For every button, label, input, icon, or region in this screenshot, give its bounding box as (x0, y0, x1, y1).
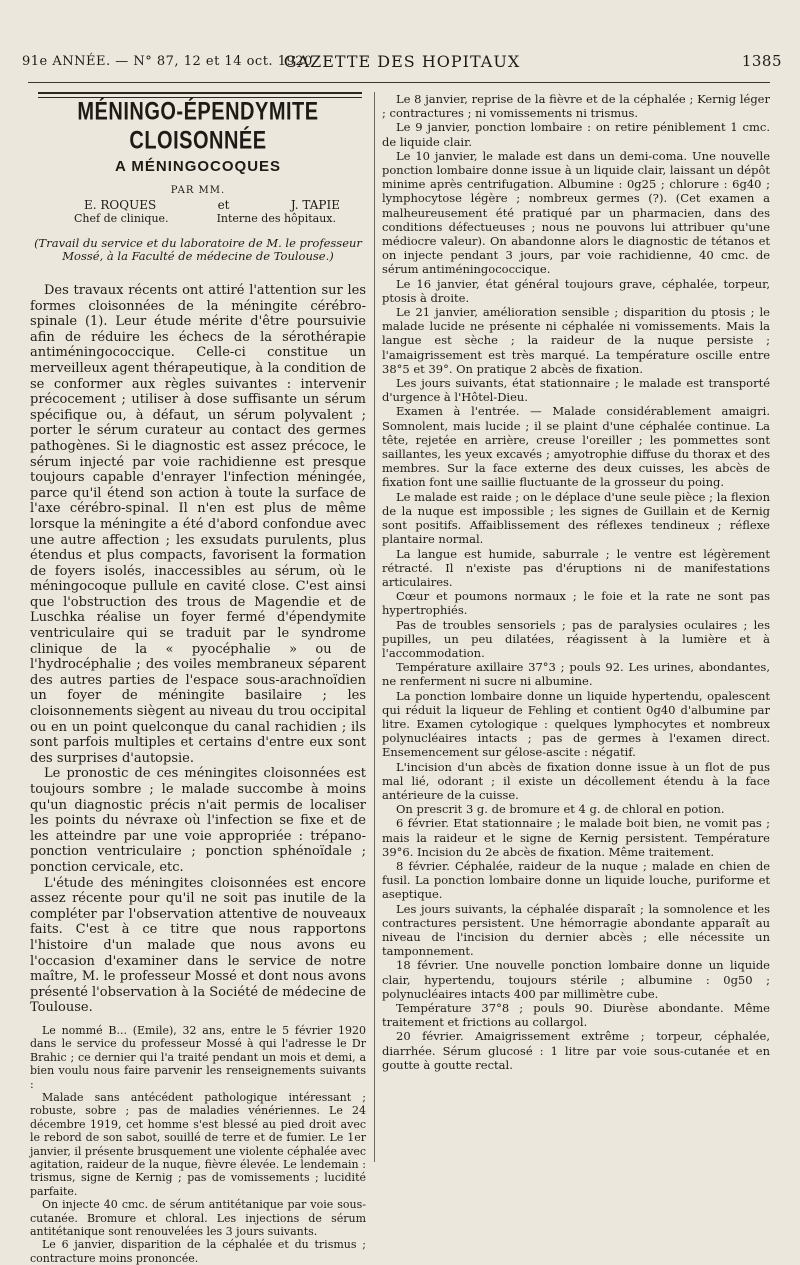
article-title: MÉNINGO-ÉPENDYMITE CLOISONNÉE (77, 98, 319, 155)
case-paragraph: La langue est humide, saburrale ; le ventre est légèrement rétracté. Il n'existe pas d'éruptions ni de manifestations articulaires. (382, 546, 770, 589)
case-paragraph: Le 21 janvier, amélioration sensible ; disparition du ptosis ; le malade lucide ne présente ni céphalée ni vomissements. Mais la langue est sèche ; la raideur de la nuque persiste ; l'amaigrissement est très marqué. La température oscille entre 38°5 et 39°. On pratique 2 abcès de fixation. (382, 305, 770, 376)
case-paragraph: Le 8 janvier, reprise de la fièvre et de la céphalée ; Kernig léger ; contractures ; ni vomissements ni trismus. (382, 92, 770, 121)
case-paragraph: L'incision d'un abcès de fixation donne issue à un flot de pus mal lié, odorant ; il existe un décollement étendu à la face antérieure de la cuisse. (382, 759, 770, 802)
case-paragraph: 18 février. Une nouvelle ponction lombaire donne un liquide clair, hypertendu, toujours stérile ; albumine : 0g50 ; polynucléaires intacts 400 par millimètre cube. (382, 958, 770, 1001)
case-paragraph: La ponction lombaire donne un liquide hypertendu, opalescent qui réduit la liqueur de Fehling et contient 0g40 d'albumine par litre. Examen cytologique : quelques lymphocytes et nombreux polynucléaires intacts ; pas de germes à l'examen direct. Ensemencement sur gélose-ascite : négatif. (382, 688, 770, 760)
author-roques: E. ROQUES (84, 198, 157, 212)
case-paragraph: Température 37°8 ; pouls 90. Diurèse abondante. Même traitement et frictions au collargol. (382, 1001, 770, 1030)
running-header (22, 50, 782, 76)
case-paragraph: 20 février. Amaigrissement extrême ; torpeur, céphalée, diarrhée. Sérum glucosé : 1 litre par voie sous-cutanée et en goutte à goutte rectal. (382, 1029, 770, 1072)
case-paragraph: Température axillaire 37°3 ; pouls 92. Les urines, abondantes, ne renferment ni sucre ni albumine. (382, 660, 770, 689)
header-rule (28, 82, 770, 83)
byline-par: PAR MM. (170, 185, 226, 196)
left-column (30, 92, 366, 1265)
case-paragraph: Pas de troubles sensoriels ; pas de paralysies oculaires ; les pupilles, un peu dilatées, réagissent à la lumière et à l'accommodation. (382, 617, 770, 660)
case-paragraph: Cœur et poumons normaux ; le foie et la rate ne sont pas hypertrophiés. (382, 589, 770, 618)
case-paragraph: Le nommé B... (Emile), 32 ans, entre le 5 février 1920 dans le service du professeur Mossé à qui l'adresse le Dr Brahic ; ce dernier qui l'a traité pendant un mois et demi, a bien voulu nous faire parvenir les renseignements suivants : (30, 1023, 366, 1091)
role-roques: Chef de clinique. (74, 212, 169, 225)
case-paragraph: Malade sans antécédent pathologique intéressant ; robuste, sobre ; pas de maladies vénériennes. Le 24 décembre 1919, cet homme s'est blessé au pied droit avec le rebord de son sabot, souillé de terre et de fumier. Le 1er janvier, il présente brusquement une violente céphalée avec agitation, raideur de la nuque, fièvre élevée. Le lendemain : trismus, signe de Kernig ; pas de vomissements ; lucidité parfaite. (30, 1090, 366, 1198)
right-column (382, 92, 770, 1072)
case-paragraph: Le 16 janvier, état général toujours grave, céphalée, torpeur, ptosis à droite. (382, 276, 770, 305)
paragraph: Des travaux récents ont attiré l'attention sur les formes cloisonnées de la méningite cérébro-spinale (1). Leur étude mérite d'être poursuivie afin de réduire les échecs de la sérothérapie antiméningococcique. Celle-ci constitue un merveilleux agent thérapeutique, à la condition de se conformer aux règles suivantes : intervenir précocement ; utiliser à dose suffisante un sérum spécifique ou, à défaut, un sérum polyvalent ; porter le sérum curateur au contact des germes pathogènes. Si le diagnostic est assez précoce, le sérum injecté par voie rachidienne est presque toujours capable d'enrayer l'infection méningée, parce qu'il étend son action à toute la surface de l'axe cérébro-spinal. Il n'en est plus de même lorsque la méningite a été d'abord confondue avec une autre affection ; les exsudats purulents, plus étendus et plus compacts, favorisent la formation de foyers isolés, inaccessibles au sérum, où le méningocoque pullule en cavité close. C'est ainsi que l'obstruction des trous de Magendie et de Luschka réalise un foyer fermé d'épendymite ventriculaire qui se traduit par le syndrome clinique de la « pyocéphalie » ou de l'hydrocéphalie ; des voiles membraneux séparent des autres parties de l'espace sous-arachnoïdien un foyer de méningite basilaire ; les cloisonnements siègent au niveau du trou occipital ou en un point quelconque du canal rachidien ; ils sont parfois multiples et certains d'entre eux sont des surprises d'autopsie. (30, 283, 366, 766)
case-paragraph: Les jours suivants, la céphalée disparaît ; la somnolence et les contractures persistent. Une hémorragie abondante apparaît au niveau de l'incision du dernier abcès ; elle nécessite un tamponnement. (382, 901, 770, 959)
article-subtitle: A MÉNINGOCOQUES (114, 158, 282, 175)
authors (30, 198, 366, 212)
page-number: 1385 (741, 52, 782, 70)
column-divider (374, 92, 375, 1162)
case-paragraph: 6 février. Etat stationnaire ; le malade boit bien, ne vomit pas ; mais la raideur et le signe de Kernig persistent. Température 39°6. Incision du 2e abcès de fixation. Même traitement. (382, 816, 770, 859)
case-paragraph: 8 février. Céphalée, raideur de la nuque ; malade en chien de fusil. La ponction lombaire donne un liquide louche, puriforme et aseptique. (382, 858, 770, 902)
case-paragraph: Examen à l'entrée. — Malade considérablement amaigri. Somnolent, mais lucide ; il se plaint d'une céphalée continue. La tête, rejetée en arrière, creuse l'oreiller ; les pommettes sont saillantes, les yeux excavés ; amyotrophie diffuse du thorax et des membres. Sur la face externe des deux cuisses, les abcès de fixation font une saillie fluctuante de la grosseur du poing. (382, 404, 770, 490)
case-paragraph: Le 10 janvier, le malade est dans un demi-coma. Une nouvelle ponction lombaire donne issue à un liquide clair, laissant un dépôt minime après centrifugation. Albumine : 0g25 ; chlorure : 6g40 ; lymphocytose légère ; nombreux germes (?). (Cet examen a malheureusement été pratiqué par un pharmacien, dans des conditions défectueuses ; nous ne pouvons lui attribuer qu'une médiocre valeur). On abandonne alors le diagnostic de tétanos et on injecte pendant 3 jours, par voie rachidienne, 40 cmc. de sérum antiméningococcique. (382, 148, 770, 277)
author-tapie: J. TAPIE (290, 198, 340, 212)
case-report-right (382, 92, 770, 1072)
case-paragraph: Les jours suivants, état stationnaire ; le malade est transporté d'urgence à l'Hôtel-Dieu. (382, 376, 770, 405)
case-paragraph: Le malade est raide ; on le déplace d'une seule pièce ; la flexion de la nuque est impossible ; les signes de Guillain et de Kernig sont positifs. Affaiblissement des réflexes tendineux ; réflexe plantaire normal. (382, 489, 770, 547)
case-paragraph: Le 9 janvier, ponction lombaire : on retire péniblement 1 cmc. de liquide clair. (382, 120, 770, 149)
case-report-left (30, 1024, 366, 1265)
case-paragraph: On prescrit 3 g. de bromure et 4 g. de chloral en potion. (396, 802, 725, 817)
role-tapie: Interne des hôpitaux. (216, 212, 336, 225)
article-body-left (30, 283, 366, 1016)
paragraph: L'étude des méningites cloisonnées est encore assez récente pour qu'il ne soit pas inutile de la compléter par l'observation attentive de nouveaux faits. C'est à ce titre que nous rapportons l'histoire d'un malade que nous avons eu l'occasion d'examiner dans le service de notre maître, M. le professeur Mossé et dont nous avons présenté l'observation à la Société de médecine de Toulouse. (30, 875, 366, 1016)
author-and: et (217, 198, 230, 212)
journal-title: GAZETTE DES HOPITAUX (283, 52, 521, 71)
title-rule-top (38, 92, 362, 94)
case-paragraph: Le 6 janvier, disparition de la céphalée et du trismus ; contracture moins prononcée. (30, 1238, 366, 1265)
author-roles (30, 212, 366, 225)
affiliation: (Travail du service et du laboratoire de M. le professeur Mossé, à la Faculté de médecine de Toulouse.) (34, 236, 362, 263)
case-paragraph: On injecte 40 cmc. de sérum antitétanique par voie sous-cutanée. Bromure et chloral. Les injections de sérum antitétanique sont renouvelées les 3 jours suivants. (30, 1198, 366, 1238)
paragraph: Le pronostic de ces méningites cloisonnées est toujours sombre ; le malade succombe à moins qu'un diagnostic précis n'ait permis de localiser les points du névraxe où l'infection se fixe et de les atteindre par une voie appropriée : trépano-ponction ventriculaire ; ponction sphénoïdale ; ponction cervicale, etc. (30, 766, 366, 875)
issue-info: 91e ANNÉE. — N° 87, 12 et 14 oct. 1920 (22, 54, 313, 69)
